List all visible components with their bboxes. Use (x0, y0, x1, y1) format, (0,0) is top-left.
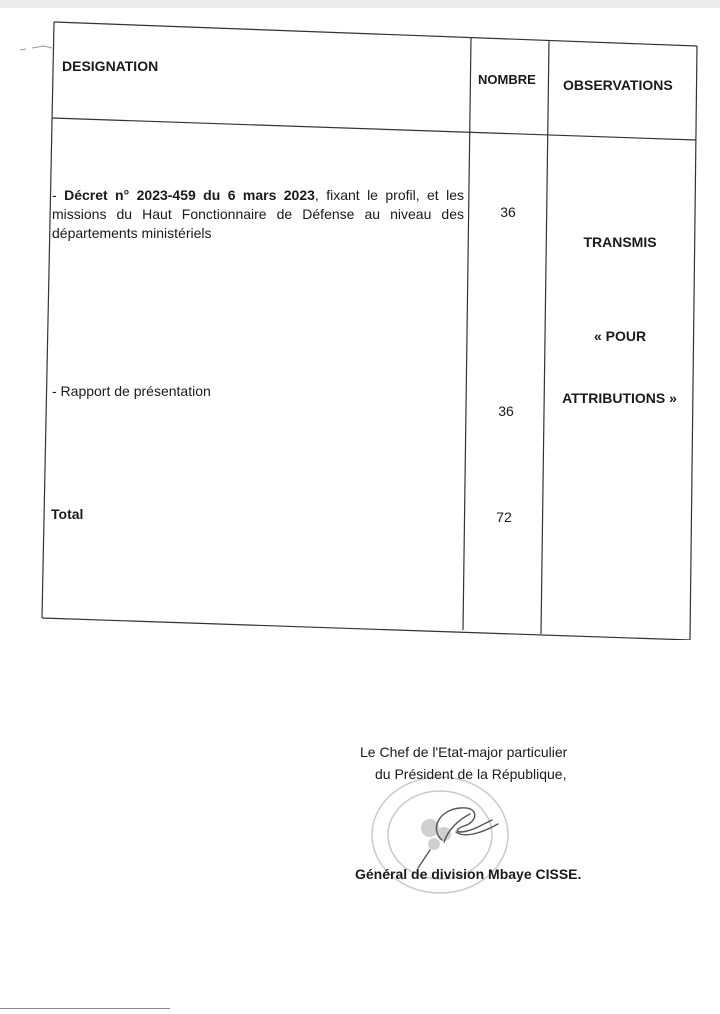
signatory-title-line2: du Président de la République, (375, 766, 567, 782)
signatory-name: Général de division Mbaye CISSE. (355, 866, 582, 882)
header-nombre: NOMBRE (478, 72, 536, 87)
row1-decree-desc: , fixant le profil, et les missions du Haut Fonctionnaire de Défense au niveau des départements ministériels (52, 187, 464, 241)
observation-line3: ATTRIBUTIONS » (562, 390, 677, 406)
signatory-title-line1: Le Chef de l'Etat-major particulier (360, 744, 568, 760)
row1-prefix: - (52, 187, 65, 203)
scan-bottom-artifact (0, 1008, 170, 1009)
observation-line2: « POUR (593, 328, 647, 344)
header-observations: OBSERVATIONS (563, 77, 673, 93)
total-nombre: 72 (496, 509, 512, 525)
row1-decree-ref: Décret n° 2023-459 du 6 mars 2023 (64, 187, 315, 203)
observation-line1: TRANSMIS (583, 234, 657, 250)
header-designation: DESIGNATION (62, 58, 159, 74)
row1-nombre: 36 (500, 204, 516, 220)
row2-nombre: 36 (498, 403, 514, 419)
row1-designation (52, 186, 464, 243)
row2-designation: - Rapport de présentation (52, 383, 211, 399)
total-label: Total (51, 506, 84, 522)
